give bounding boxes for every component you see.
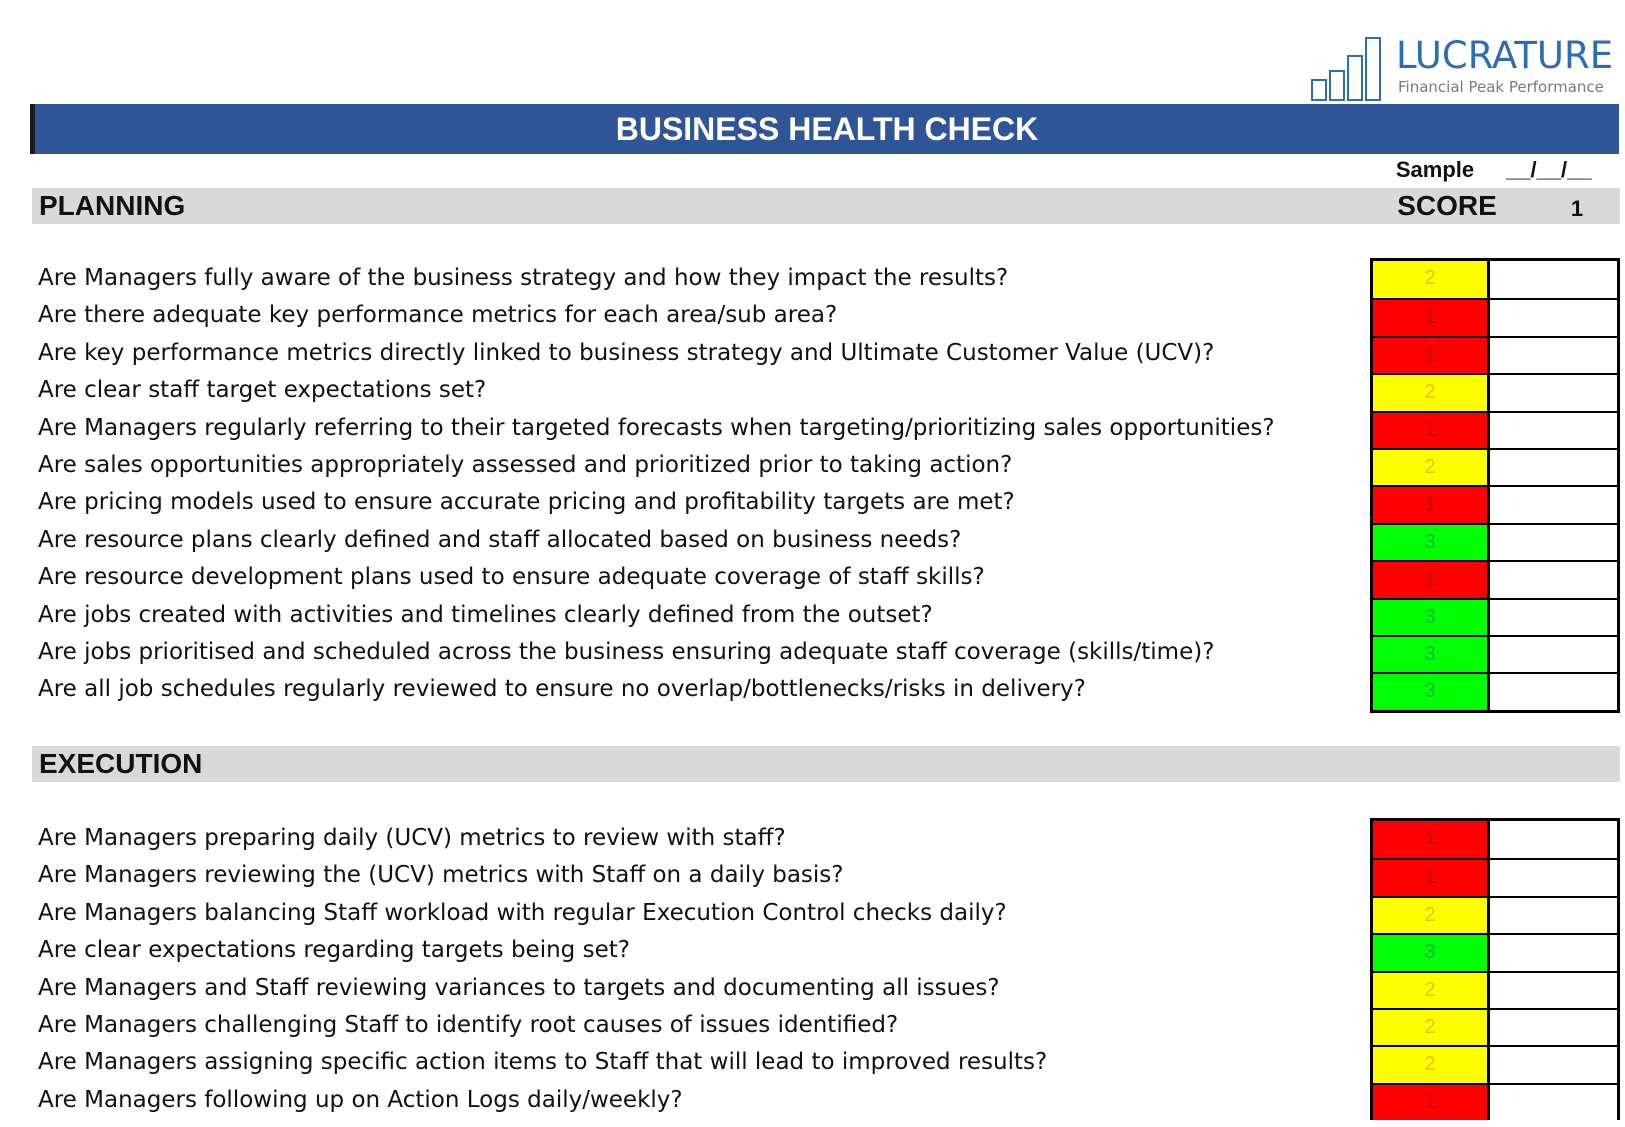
comment-cell[interactable] bbox=[1490, 1047, 1617, 1082]
score-row bbox=[1373, 560, 1617, 597]
score-row bbox=[1373, 261, 1617, 298]
comment-cell[interactable] bbox=[1490, 821, 1617, 858]
score-cell[interactable]: 1 bbox=[1373, 821, 1490, 858]
score-row bbox=[1373, 933, 1617, 970]
score-row bbox=[1373, 1083, 1617, 1120]
score-label: SCORE bbox=[1397, 190, 1497, 221]
question-text: Are clear staff target expectations set? bbox=[38, 377, 487, 404]
score-row bbox=[1373, 672, 1617, 709]
question-text: Are Managers reviewing the (UCV) metrics with Staff on a daily basis? bbox=[38, 862, 844, 889]
score-row bbox=[1373, 373, 1617, 410]
score-cell[interactable]: 3 bbox=[1373, 637, 1490, 672]
comment-cell[interactable] bbox=[1490, 898, 1617, 933]
score-row bbox=[1373, 635, 1617, 672]
score-cell[interactable]: 1 bbox=[1373, 338, 1490, 373]
comment-cell[interactable] bbox=[1490, 860, 1617, 895]
bar-chart-icon bbox=[1310, 36, 1390, 102]
score-cell[interactable]: 1 bbox=[1373, 413, 1490, 448]
score-cell[interactable]: 1 bbox=[1373, 300, 1490, 335]
question-text: Are Managers challenging Staff to identify root causes of issues identified? bbox=[38, 1012, 899, 1038]
score-cell[interactable]: 2 bbox=[1373, 1010, 1490, 1045]
question-text: Are Managers regularly referring to their targeted forecasts when targeting/prioritizing sales opportunities? bbox=[38, 414, 1275, 441]
score-cell[interactable]: 1 bbox=[1373, 860, 1490, 895]
comment-cell[interactable] bbox=[1490, 450, 1617, 485]
score-row bbox=[1373, 971, 1617, 1008]
question-text: Are pricing models used to ensure accurate pricing and profitability targets are met? bbox=[38, 489, 1015, 516]
score-cell[interactable]: 3 bbox=[1373, 525, 1490, 560]
comment-cell[interactable] bbox=[1490, 413, 1617, 448]
score-row bbox=[1373, 1008, 1617, 1045]
score-row bbox=[1373, 411, 1617, 448]
comment-cell[interactable] bbox=[1490, 973, 1617, 1008]
question-text: Are Managers following up on Action Logs daily/weekly? bbox=[38, 1086, 683, 1113]
comment-cell[interactable] bbox=[1490, 637, 1617, 672]
score-row bbox=[1373, 336, 1617, 373]
question-text: Are there adequate key performance metrics for each area/sub area? bbox=[38, 302, 838, 329]
planning-score-grid bbox=[1370, 258, 1620, 713]
score-cell[interactable]: 1 bbox=[1373, 562, 1490, 597]
comment-cell[interactable] bbox=[1490, 375, 1617, 410]
comment-cell[interactable] bbox=[1490, 562, 1617, 597]
brand-name: LUCRATURE bbox=[1396, 34, 1614, 77]
page-title: BUSINESS HEALTH CHECK bbox=[30, 104, 1619, 154]
question-text: Are Managers and Staff reviewing variances to targets and documenting all issues? bbox=[38, 974, 1000, 1001]
score-cell[interactable]: 1 bbox=[1373, 487, 1490, 522]
score-row bbox=[1373, 485, 1617, 522]
score-row bbox=[1373, 298, 1617, 335]
question-text: Are resource plans clearly defined and staff allocated based on business needs? bbox=[38, 526, 962, 553]
score-cell[interactable]: 3 bbox=[1373, 674, 1490, 709]
question-text: Are Managers fully aware of the business strategy and how they impact the results? bbox=[38, 265, 1009, 291]
planning-section-header bbox=[32, 188, 1620, 224]
comment-cell[interactable] bbox=[1490, 487, 1617, 522]
brand-tagline: Financial Peak Performance bbox=[1398, 78, 1604, 96]
date-field[interactable]: __/__/__ bbox=[1506, 157, 1592, 182]
execution-section-header bbox=[32, 746, 1620, 782]
execution-score-grid bbox=[1370, 818, 1620, 1120]
score-row bbox=[1373, 896, 1617, 933]
comment-cell[interactable] bbox=[1490, 525, 1617, 560]
score-cell[interactable]: 2 bbox=[1373, 898, 1490, 933]
score-row bbox=[1373, 821, 1617, 858]
brand-logo bbox=[1310, 34, 1615, 104]
score-row bbox=[1373, 448, 1617, 485]
question-text: Are Managers assigning specific action items to Staff that will lead to improved results? bbox=[38, 1049, 1048, 1076]
comment-cell[interactable] bbox=[1490, 600, 1617, 635]
question-text: Are Managers balancing Staff workload with regular Execution Control checks daily? bbox=[38, 899, 1007, 926]
score-cell[interactable]: 3 bbox=[1373, 935, 1490, 970]
score-cell[interactable]: 3 bbox=[1373, 600, 1490, 635]
score-cell[interactable]: 2 bbox=[1373, 1047, 1490, 1082]
score-cell[interactable]: 2 bbox=[1373, 261, 1490, 298]
section-title: EXECUTION bbox=[39, 748, 203, 779]
question-text: Are all job schedules regularly reviewed to ensure no overlap/bottlenecks/risks in delivery? bbox=[38, 676, 1086, 703]
score-cell[interactable]: 2 bbox=[1373, 973, 1490, 1008]
question-text: Are jobs prioritised and scheduled across the business ensuring adequate staff coverage (skills/time)? bbox=[38, 639, 1215, 665]
question-text: Are jobs created with activities and timelines clearly defined from the outset? bbox=[38, 601, 933, 628]
score-row bbox=[1373, 523, 1617, 560]
comment-cell[interactable] bbox=[1490, 1010, 1617, 1045]
score-row bbox=[1373, 858, 1617, 895]
score-cell[interactable]: 2 bbox=[1373, 375, 1490, 410]
comment-cell[interactable] bbox=[1490, 1085, 1617, 1120]
question-text: Are resource development plans used to ensure adequate coverage of staff skills? bbox=[38, 564, 985, 591]
score-cell[interactable]: 2 bbox=[1373, 450, 1490, 485]
score-cell[interactable]: 1 bbox=[1373, 1085, 1490, 1120]
comment-cell[interactable] bbox=[1490, 300, 1617, 335]
score-value: 1 bbox=[1570, 196, 1584, 221]
comment-cell[interactable] bbox=[1490, 674, 1617, 709]
question-text: Are sales opportunities appropriately assessed and prioritized prior to taking action? bbox=[38, 452, 1013, 478]
comment-cell[interactable] bbox=[1490, 338, 1617, 373]
question-text: Are key performance metrics directly linked to business strategy and Ultimate Customer Value (UCV)? bbox=[38, 339, 1215, 366]
comment-cell[interactable] bbox=[1490, 261, 1617, 298]
comment-cell[interactable] bbox=[1490, 935, 1617, 970]
question-text: Are clear expectations regarding targets being set? bbox=[38, 937, 630, 964]
question-text: Are Managers preparing daily (UCV) metrics to review with staff? bbox=[38, 825, 786, 851]
sample-label: Sample bbox=[1395, 157, 1475, 182]
score-row bbox=[1373, 1045, 1617, 1082]
section-title: PLANNING bbox=[39, 190, 186, 221]
score-row bbox=[1373, 598, 1617, 635]
